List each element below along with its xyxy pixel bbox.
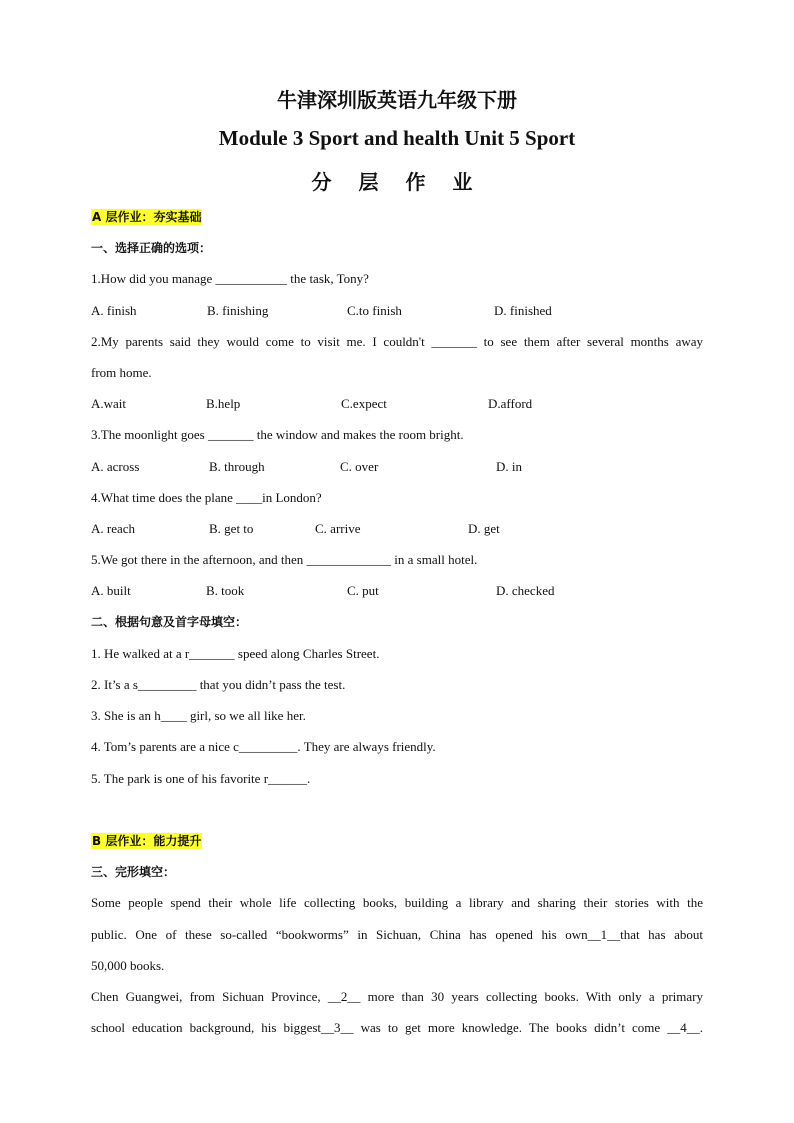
fill-in-4: 4. Tom’s parents are a nice c_________. They are always friendly. (91, 739, 436, 754)
option-b: B. took (206, 583, 245, 598)
title-chinese: 牛津深圳版英语九年级下册 (277, 88, 517, 112)
option-c: C. put (347, 583, 379, 598)
option-c: C. arrive (315, 521, 361, 536)
fill-in-3: 3. She is an h____ girl, so we all like her. (91, 708, 306, 723)
part1-title: 一、选择正确的选项： (91, 241, 212, 255)
fill-in-1: 1. He walked at a r_______ speed along Charles Street. (91, 646, 380, 661)
part3-title: 三、完形填空： (91, 865, 176, 879)
cloze-paragraph-1-line2: public. One of these so-called “bookworms” in Sichuan, China has opened his own__1__that has about (91, 927, 703, 942)
option-d: D. finished (494, 303, 552, 318)
section-a-label-row (91, 209, 202, 225)
cloze-paragraph-1-line3: 50,000 books. (91, 958, 165, 973)
title-english: Module 3 Sport and health Unit 5 Sport (218, 126, 576, 150)
cloze-paragraph-1-line1: Some people spend their whole life collecting books, building a library and sharing their stories with the (91, 895, 703, 910)
option-a: A. built (91, 583, 131, 598)
question-1-stem: 1.How did you manage ___________ the task, Tony? (91, 271, 369, 286)
fill-in-2: 2. It’s a s_________ that you didn’t pass the test. (91, 677, 346, 692)
cloze-paragraph-2-line1: Chen Guangwei, from Sichuan Province, __2__ more than 30 years collecting books. With only a primary (91, 989, 703, 1004)
question-5-options (91, 583, 691, 599)
section-b-label: B 层作业：能力提升 (92, 834, 202, 848)
option-a: A.wait (91, 396, 127, 411)
option-b: B. finishing (207, 303, 269, 318)
title-layered-homework: 分 层 作 业 (311, 170, 483, 194)
option-c: C.expect (341, 396, 387, 411)
question-4-options (91, 521, 691, 537)
fill-in-5: 5. The park is one of his favorite r______. (91, 771, 311, 786)
question-1-options (91, 303, 691, 319)
option-b: B. through (209, 459, 265, 474)
option-d: D.afford (488, 396, 533, 411)
question-4-stem: 4.What time does the plane ____in London? (91, 490, 322, 505)
option-c: C.to finish (347, 303, 402, 318)
part2-title: 二、根据句意及首字母填空： (91, 615, 248, 629)
option-b: B.help (206, 396, 241, 411)
section-b-label-row (91, 833, 202, 849)
question-5-stem: 5.We got there in the afternoon, and then _____________ in a small hotel. (91, 552, 478, 567)
option-b: B. get to (209, 521, 254, 536)
option-d: D. in (496, 459, 522, 474)
question-2-stem-line2: from home. (91, 365, 152, 380)
option-d: D. get (468, 521, 500, 536)
option-a: A. reach (91, 521, 136, 536)
question-3-options (91, 459, 691, 475)
option-a: A. finish (91, 303, 137, 318)
cloze-paragraph-2-line2: school education background, his biggest__3__ was to get more knowledge. The books didn’t come __4__. (91, 1020, 703, 1035)
section-a-label: A 层作业：夯实基础 (92, 210, 202, 224)
option-c: C. over (340, 459, 379, 474)
question-2-stem-line1: 2.My parents said they would come to visit me. I couldn't _______ to see them after several months away (91, 334, 703, 349)
option-a: A. across (91, 459, 140, 474)
option-d: D. checked (496, 583, 555, 598)
question-3-stem: 3.The moonlight goes _______ the window and makes the room bright. (91, 427, 464, 442)
question-2-options (91, 396, 691, 412)
